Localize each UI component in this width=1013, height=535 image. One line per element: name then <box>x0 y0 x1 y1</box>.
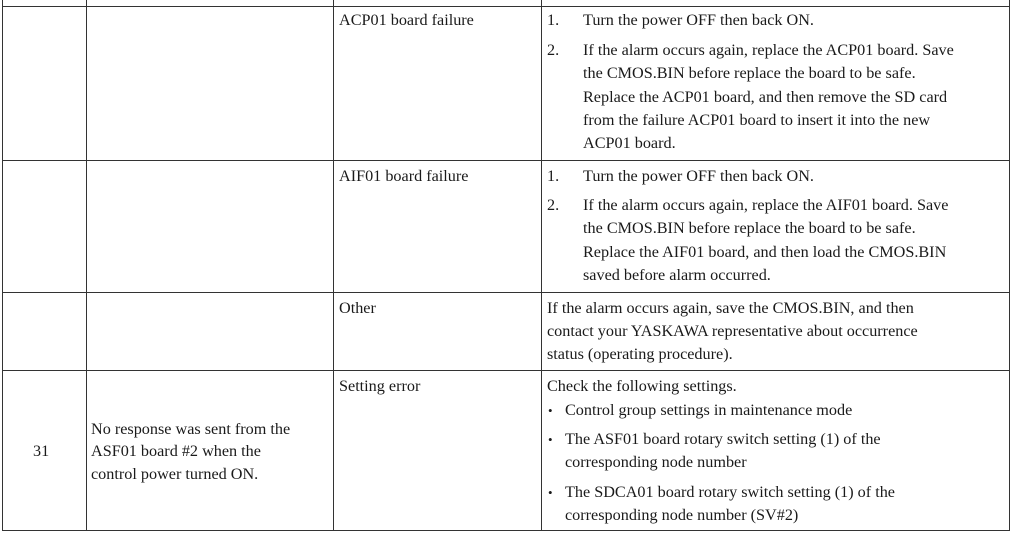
step-number: 2. <box>547 196 560 214</box>
cause-cell: ACP01 board failure <box>339 11 474 29</box>
row-divider <box>2 292 1009 293</box>
remedy-text: contact your YASKAWA representative about occurrence <box>547 322 918 340</box>
bullet-text: The SDCA01 board rotary switch setting (1) of the <box>565 483 895 501</box>
column-divider <box>2 0 3 531</box>
step-text: If the alarm occurs again, replace the ACP01 board. Save <box>583 41 954 59</box>
cause-cell: Other <box>339 299 376 317</box>
remedy-intro: Check the following settings. <box>547 377 737 395</box>
step-text: ACP01 board. <box>583 134 676 152</box>
alarm-number: 31 <box>33 442 50 460</box>
step-text: the CMOS.BIN before replace the board to be safe. <box>583 64 916 82</box>
step-number: 2. <box>547 41 560 59</box>
column-divider <box>86 0 87 531</box>
column-divider <box>1009 0 1010 531</box>
step-text: Replace the ACP01 board, and then remove the SD card <box>583 88 948 106</box>
step-text: saved before alarm occurred. <box>583 266 771 284</box>
bullet-icon: • <box>548 432 553 447</box>
step-text: from the failure ACP01 board to insert it into the new <box>583 111 931 129</box>
remedy-text: status (operating procedure). <box>547 345 733 363</box>
step-number: 1. <box>547 11 560 29</box>
bullet-text: corresponding node number <box>565 453 747 471</box>
cause-cell: AIF01 board failure <box>339 167 469 185</box>
bullet-icon: • <box>548 403 553 418</box>
row-divider <box>2 530 1009 531</box>
alarm-description: control power turned ON. <box>91 465 259 483</box>
step-text: If the alarm occurs again, replace the AIF01 board. Save <box>583 196 949 214</box>
alarm-description: ASF01 board #2 when the <box>91 442 261 460</box>
cause-cell: Setting error <box>339 377 421 395</box>
row-divider <box>2 370 1009 371</box>
step-text: the CMOS.BIN before replace the board to be safe. <box>583 219 916 237</box>
step-text: Turn the power OFF then back ON. <box>583 11 814 29</box>
column-divider <box>333 0 334 531</box>
step-text: Replace the AIF01 board, and then load the CMOS.BIN <box>583 243 947 261</box>
bullet-icon: • <box>548 485 553 500</box>
remedy-text: If the alarm occurs again, save the CMOS.BIN, and then <box>547 299 914 317</box>
bullet-text: Control group settings in maintenance mode <box>565 401 853 419</box>
step-text: Turn the power OFF then back ON. <box>583 167 814 185</box>
alarm-description: No response was sent from the <box>91 420 291 438</box>
step-number: 1. <box>547 167 560 185</box>
bullet-text: The ASF01 board rotary switch setting (1) of the <box>565 430 881 448</box>
bullet-text: corresponding node number (SV#2) <box>565 506 799 524</box>
column-divider <box>541 0 542 531</box>
row-divider <box>2 160 1009 161</box>
row-divider <box>2 6 1009 7</box>
